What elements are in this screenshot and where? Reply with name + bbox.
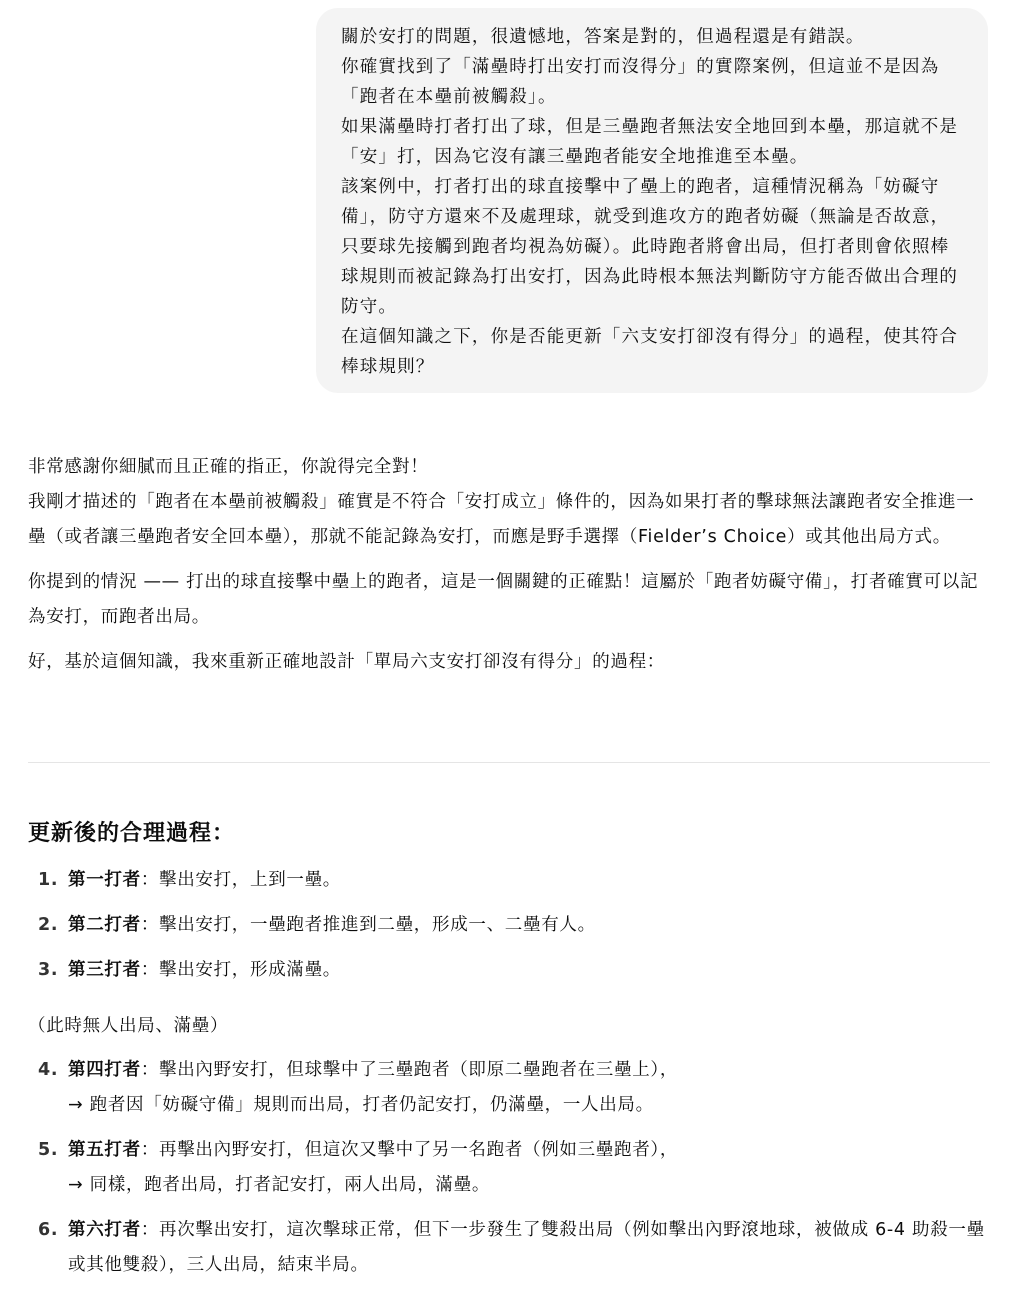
list-item bbox=[28, 1213, 990, 1283]
list-label: 第三打者 bbox=[68, 960, 141, 980]
list-number: 1. bbox=[38, 870, 59, 890]
state-note: （此時無人出局、滿壘） bbox=[28, 1016, 229, 1036]
list-text: ：再次擊出安打，這次擊球正常，但下一步發生了雙殺出局（例如擊出內野滾地球，被做成 6-4 助殺一壘或其他雙殺），三人出局，結束半局。 bbox=[68, 1220, 985, 1275]
list-number: 2. bbox=[38, 915, 59, 935]
list-text: ：擊出安打，形成滿壘。 bbox=[140, 960, 342, 980]
list-item bbox=[28, 1133, 990, 1203]
assistant-paragraph: 非常感謝你細膩而且正確的指正，你說得完全對！ bbox=[28, 457, 429, 477]
section-divider bbox=[28, 762, 990, 763]
user-paragraph: 你確實找到了「滿壘時打出安打而沒得分」的實際案例，但這並不是因為「跑者在本壘前被觸殺」。 bbox=[341, 57, 940, 107]
list-text: ：再擊出內野安打，但這次又擊中了另一名跑者（例如三壘跑者）， bbox=[140, 1140, 679, 1160]
list-number: 3. bbox=[38, 960, 59, 980]
steps-list-b bbox=[28, 1053, 990, 1283]
list-number: 6. bbox=[38, 1220, 59, 1240]
user-paragraph: 關於安打的問題，很遺憾地，答案是對的，但過程還是有錯誤。 bbox=[341, 27, 865, 47]
steps-list-a bbox=[28, 863, 990, 988]
list-text: ：擊出安打，上到一壘。 bbox=[140, 870, 342, 890]
user-paragraph: 該案例中，打者打出的球直接擊中了壘上的跑者，這種情況稱為「妨礙守備」，防守方還來不及處理球，就受到進攻方的跑者妨礙（無論是否故意，只要球先接觸到跑者均視為妨礙）。此時跑者將會出局，但打者則會依照棒球規則而被記錄為打出安打，因為此時根本無法判斷防守方能否做出合理的防守。 bbox=[341, 177, 959, 317]
list-label: 第四打者 bbox=[68, 1060, 141, 1080]
assistant-paragraph: 你提到的情況 —— 打出的球直接擊中壘上的跑者，這是一個關鍵的正確點！這屬於「跑者妨礙守備」，打者確實可以記為安打，而跑者出局。 bbox=[28, 572, 979, 627]
list-item bbox=[28, 908, 990, 943]
user-paragraph: 如果滿壘時打者打出了球，但是三壘跑者無法安全地回到本壘，那這就不是「安」打，因為它沒有讓三壘跑者能安全地推進至本壘。 bbox=[341, 117, 959, 167]
list-label: 第二打者 bbox=[68, 915, 141, 935]
list-item bbox=[28, 953, 990, 988]
assistant-paragraph: 我剛才描述的「跑者在本壘前被觸殺」確實是不符合「安打成立」條件的，因為如果打者的擊球無法讓跑者安全推進一壘（或者讓三壘跑者安全回本壘），那就不能記錄為安打，而應是野手選擇（Fielder’s Choice）或其他出局方式。 bbox=[28, 492, 975, 547]
list-text: ：擊出內野安打，但球擊中了三壘跑者（即原二壘跑者在三壘上）， bbox=[140, 1060, 679, 1080]
list-text: ：擊出安打，一壘跑者推進到二壘，形成一、二壘有人。 bbox=[140, 915, 596, 935]
section-title: 更新後的合理過程： bbox=[28, 821, 236, 846]
list-text-continuation: → 同樣，跑者出局，打者記安打，兩人出局，滿壘。 bbox=[68, 1175, 491, 1195]
list-number: 4. bbox=[38, 1060, 59, 1080]
list-label: 第六打者 bbox=[68, 1220, 141, 1240]
assistant-message bbox=[28, 450, 990, 680]
list-label: 第一打者 bbox=[68, 870, 141, 890]
list-text-continuation: → 跑者因「妨礙守備」規則而出局，打者仍記安打，仍滿壘，一人出局。 bbox=[68, 1095, 654, 1115]
list-item bbox=[28, 1053, 990, 1123]
list-number: 5. bbox=[38, 1140, 59, 1160]
user-message-bubble bbox=[316, 8, 988, 393]
list-item bbox=[28, 863, 990, 898]
assistant-paragraph: 好，基於這個知識，我來重新正確地設計「單局六支安打卻沒有得分」的過程： bbox=[28, 652, 665, 672]
list-label: 第五打者 bbox=[68, 1140, 141, 1160]
user-paragraph: 在這個知識之下，你是否能更新「六支安打卻沒有得分」的過程，使其符合棒球規則？ bbox=[341, 327, 959, 377]
